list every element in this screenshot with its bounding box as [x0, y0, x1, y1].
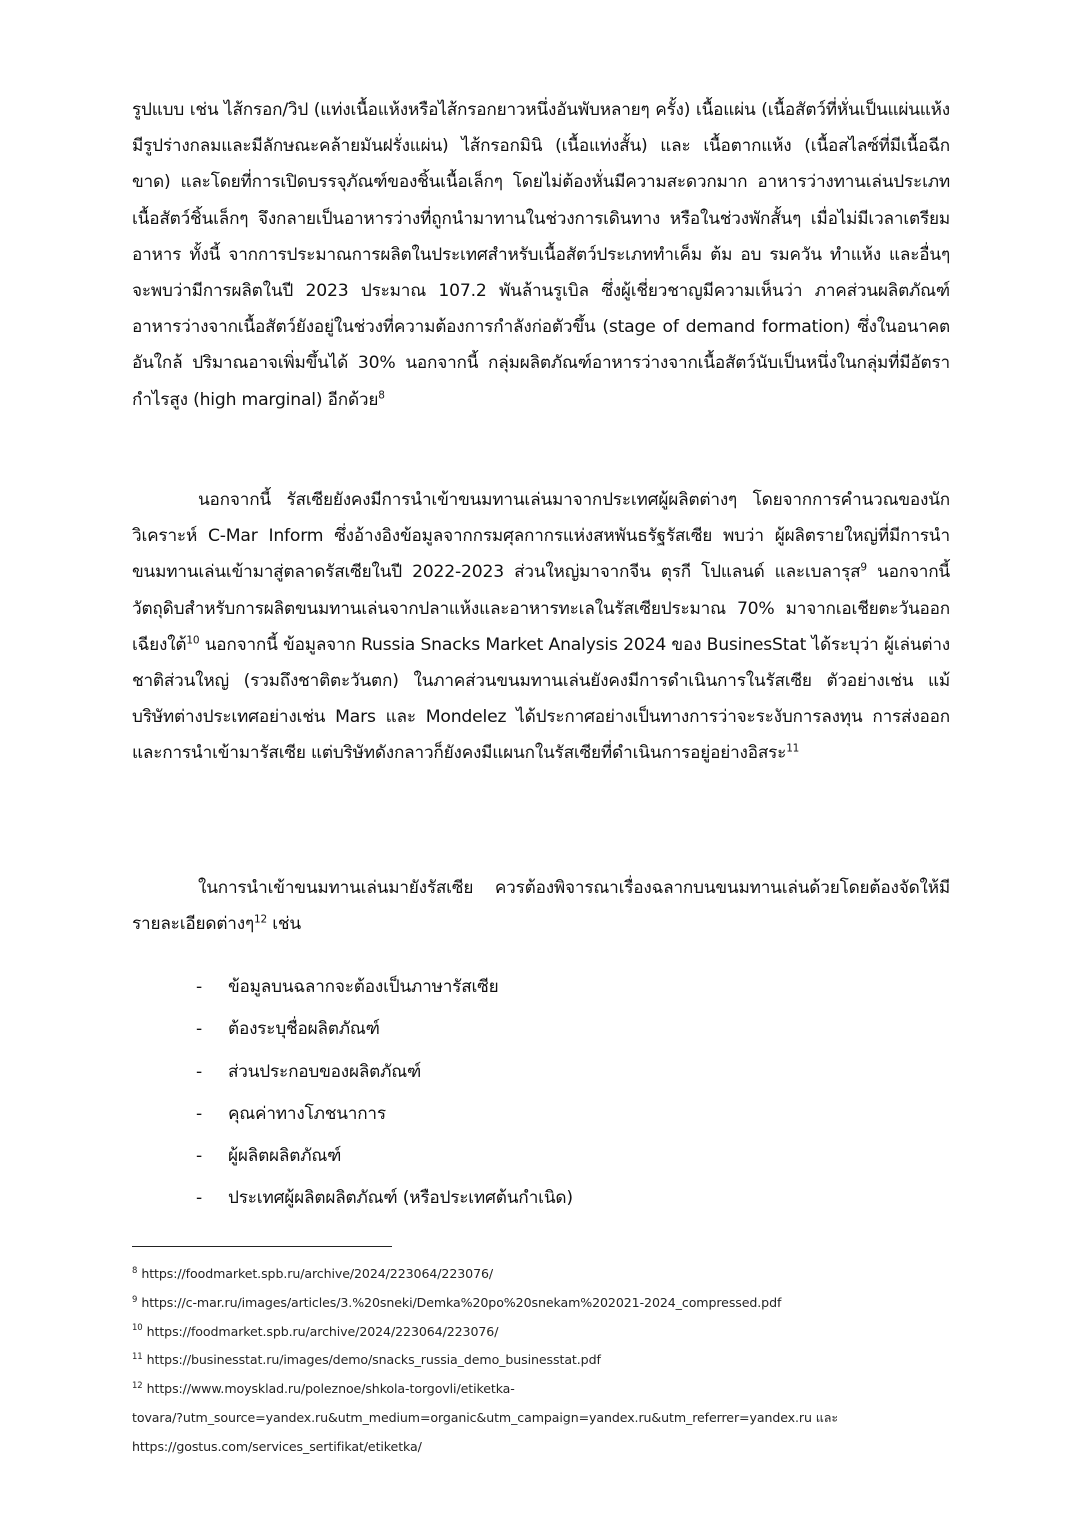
- paragraph-1-text: รูปแบบ เช่น ไส้กรอก/วิป (แท่งเนื้อแห้งหรือไส้กรอกยาวหนึ่งอันพับหลายๆ ครั้ง) เนื้อแผ่น (เนื้อสัตว์ที่หั่นเป็นแผ่นแห้งมีรูปร่างกลมและมีลักษณะคล้ายมันฝรั่งแผ่น) ไส้กรอกมินิ (เนื้อแท่งสั้น) และ เนื้อตากแห้ง (เนื้อสไลซ์ที่มีเนื้อฉีกขาด) และโดยที่การเปิดบรรจุภัณฑ์ของชิ้นเนื้อเล็กๆ โดยไม่ต้องหั่นมีความสะดวกมาก อาหารว่างทานเล่นประเภทเนื้อสัตว์ชิ้นเล็กๆ จึงกลายเป็นอาหารว่างที่ถูกนำมาทานในช่วงการเดินทาง หรือในช่วงพักสั้นๆ เมื่อไม่มีเวลาเตรียมอาหาร ทั้งนี้ จากการประมาณการผลิตในประเทศสำหรับเนื้อสัตว์ประเภททำเค็ม ต้ม อบ รมควัน ทำแห้ง และอื่นๆ จะพบว่ามีการผลิตในปี 2023 ประมาณ 107.2 พันล้านรูเบิล ซึ่งผู้เชี่ยวชาญมีความเห็นว่า ภาคส่วนผลิตภัณฑ์อาหารว่างจากเนื้อสัตว์ยังอยู่ในช่วงที่ความต้องการกำลังก่อตัวขึ้น (stage of demand formation) ซึ่งในอนาคตอันใกล้ ปริมาณอาจเพิ่มขึ้นได้ 30% นอกจากนี้ กลุ่มผลิตภัณฑ์อาหารว่างจากเนื้อสัตว์นับเป็นหนึ่งในกลุ่มที่มีอัตรากำไรสูง (high marginal) อีกด้วย: [132, 100, 950, 410]
- footnote-number: 8: [132, 1265, 138, 1276]
- footnote-12-continuation-2: [132, 1433, 952, 1462]
- footnote-ref-12[interactable]: 12: [253, 913, 267, 926]
- list-item-text: ผู้ผลิตผลิตภัณฑ์: [228, 1146, 342, 1167]
- list-item-text: ส่วนประกอบของผลิตภัณฑ์: [228, 1061, 422, 1082]
- footnote-9: [132, 1289, 952, 1318]
- footnote-link[interactable]: https://www.moysklad.ru/poleznoe/shkola-torgovli/etiketka-: [146, 1381, 515, 1397]
- bullet-dash: -: [196, 1019, 203, 1040]
- footnote-number: 11: [132, 1352, 143, 1363]
- footnote-number: 10: [132, 1323, 143, 1334]
- list-item: [196, 1135, 956, 1177]
- bullet-dash: -: [196, 1146, 203, 1167]
- list-item-text: คุณค่าทางโภชนาการ: [228, 1103, 386, 1124]
- footnote-11: [132, 1346, 952, 1375]
- footnote-link[interactable]: https://businesstat.ru/images/demo/snacks_russia_demo_businesstat.pdf: [146, 1352, 601, 1368]
- list-item: [196, 1051, 956, 1093]
- footnote-number: 9: [132, 1294, 138, 1305]
- footnote-ref-10[interactable]: 10: [186, 634, 200, 647]
- paragraph-3-text: ในการนำเข้าขนมทานเล่นมายังรัสเซีย ควรต้องพิจารณาเรื่องฉลากบนขนมทานเล่นด้วยโดยต้องจัดให้มีรายละเอียดต่างๆ: [132, 878, 950, 935]
- list-item-text: ต้องระบุชื่อผลิตภัณฑ์: [228, 1019, 380, 1040]
- paragraph-3: [132, 870, 950, 942]
- footnote-link[interactable]: tovara/?utm_source=yandex.ru&utm_medium=organic&utm_campaign=yandex.ru&utm_referrer=yandex.ru และ: [132, 1409, 839, 1425]
- bullet-dash: -: [196, 1103, 203, 1124]
- footnote-ref-8[interactable]: 8: [378, 388, 385, 401]
- footnote-link[interactable]: https://foodmarket.spb.ru/archive/2024/223064/223076/: [141, 1266, 494, 1281]
- footnote-separator: [132, 1246, 392, 1247]
- paragraph-2-text-b: นอกจากนี้ วัตถุดิบสำหรับการผลิตขนมทานเล่นจากปลาแห้งและอาหารทะเลในรัสเซียประมาณ 70% มาจากเอเชียตะวันออกเฉียงใต้: [132, 562, 950, 655]
- paragraph-2-text-a: นอกจากนี้ รัสเซียยังคงมีการนำเข้าขนมทานเล่นมาจากประเทศผู้ผลิตต่างๆ โดยจากการคำนวณของนักวิเคราะห์ C-Mar Inform ซึ่งอ้างอิงข้อมูลจากกรมศุลกากรแห่งสหพันธรัฐรัสเซีย พบว่า ผู้ผลิตรายใหญ่ที่มีการนำขนมทานเล่นเข้ามาสู่ตลาดรัสเซียในปี 2022-2023 ส่วนใหญ่มาจากจีน ตุรกี โปแลนด์ และเบลารุส: [132, 490, 950, 583]
- list-item: [196, 966, 956, 1008]
- footnote-link[interactable]: https://c-mar.ru/images/articles/3.%20sneki/Demka%20po%20snekam%202021-2024_compressed.pdf: [141, 1294, 782, 1310]
- paragraph-3-tail: เช่น: [266, 914, 301, 935]
- footnote-link[interactable]: https://foodmarket.spb.ru/archive/2024/223064/223076/: [146, 1323, 499, 1339]
- footnote-number: 12: [132, 1381, 143, 1391]
- list-item: [196, 1177, 956, 1219]
- footnote-ref-11[interactable]: 11: [786, 742, 800, 755]
- footnote-10: [132, 1318, 952, 1347]
- footnote-ref-9[interactable]: 9: [860, 561, 867, 574]
- paragraph-2: [132, 482, 950, 772]
- list-item-text: ข้อมูลบนฉลากจะต้องเป็นภาษารัสเซีย: [228, 977, 499, 997]
- footnote-8: [132, 1260, 952, 1289]
- footnote-12-continuation: [132, 1404, 952, 1433]
- label-requirements-list: [196, 966, 956, 1220]
- footnote-12: [132, 1375, 952, 1404]
- list-item: [196, 1093, 956, 1135]
- list-item: [196, 1008, 956, 1050]
- paragraph-2-text-c: นอกจากนี้ ข้อมูลจาก Russia Snacks Market Analysis 2024 ของ BusinesStat ได้ระบุว่า ผู้เล่นต่างชาติส่วนใหญ่ (รวมถึงชาติตะวันตก) ในภาคส่วนขนมทานเล่นยังคงมีการดำเนินการในรัสเซีย ตัวอย่างเช่น แม้บริษัทต่างประเทศอย่างเช่น Mars และ Mondelez ได้ประกาศอย่างเป็นทางการว่าจะระงับการลงทุน การส่งออก และการนำเข้ามารัสเซีย แต่บริษัทดังกลาวก็ยังคงมีแผนกในรัสเซียที่ดำเนินการอยู่อย่างอิสระ: [132, 634, 950, 764]
- paragraph-1: [132, 92, 950, 418]
- bullet-dash: -: [196, 1188, 203, 1209]
- bullet-dash: -: [196, 977, 203, 997]
- list-item-text: ประเทศผู้ผลิตผลิตภัณฑ์ (หรือประเทศต้นกำเนิด): [228, 1188, 573, 1209]
- footnote-link[interactable]: https://gostus.com/services_sertifikat/etiketka/: [132, 1438, 422, 1454]
- footnotes: [132, 1260, 952, 1462]
- bullet-dash: -: [196, 1061, 203, 1082]
